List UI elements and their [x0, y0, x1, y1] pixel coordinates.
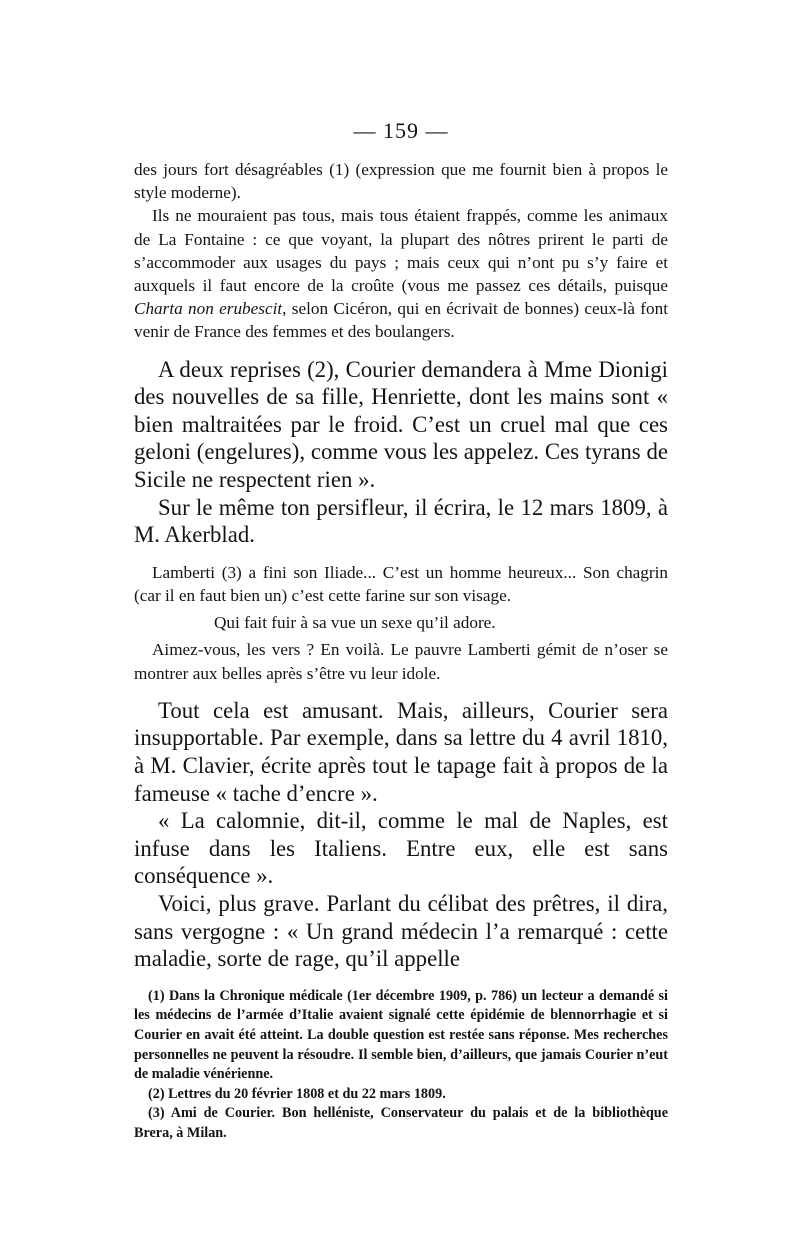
intro-paragraph-2-end: , selon Cicéron, qui en écrivait de bonnes) ceux-là font venir de France des femmes et des boulangers. — [134, 299, 668, 342]
intro-paragraph-2-start: Ils ne mouraient pas tous, mais tous étaient frappés, comme les animaux de La Fontaine : ce que voyant, la plupart des nôtres prirent le parti de s’accommoder aux usages du pays ; mais ceux qui n’ont pu s’y faire et auxquels il faut encore de la croûte (vous me passez ces détails, puisque — [134, 206, 668, 296]
body-paragraph-5: Voici, plus grave. Parlant du célibat des prêtres, il dira, sans vergogne : « Un grand médecin l’a remarqué : cette maladie, sorte de rage, qu’il appelle — [134, 890, 668, 972]
body-paragraph-1: A deux reprises (2), Courier demandera à Mme Dionigi des nouvelles de sa fille, Henriette, dont les mains sont « bien maltraitées par le froid. C’est un cruel mal que ces geloni (engelures), comme vous les appelez. Ces tyrans de Sicile ne respectent rien ». — [134, 356, 668, 492]
quote-paragraph-2: Aimez-vous, les vers ? En voilà. Le pauvre Lamberti gémit de n’oser se montrer aux belles après s’être vu leur idole. — [134, 640, 668, 683]
intro-paragraph-2 — [134, 204, 668, 343]
latin-phrase: Charta non erubescit — [134, 299, 283, 319]
body-paragraph-4: « La calomnie, dit-il, comme le mal de Naples, est infuse dans les Italiens. Entre eux, elle est sans conséquence ». — [134, 808, 668, 889]
body-paragraph-2: Sur le même ton persifleur, il écrira, le 12 mars 1809, à M. Akerblad. — [134, 494, 668, 548]
book-page — [134, 118, 668, 1143]
footnotes — [134, 987, 668, 1144]
quote-paragraph-1: Lamberti (3) a fini son Iliade... C’est un homme heureux... Son chagrin (car il en faut bien un) c’est cette farine sur son visage. — [134, 562, 668, 605]
footnote-3: (3) Ami de Courier. Bon helléniste, Conservateur du palais et de la bibliothèque Brera, à Milan. — [134, 1105, 668, 1141]
intro-paragraph-1: des jours fort désagréables (1) (expression que me fournit bien à propos le style moderne). — [134, 160, 668, 203]
body-paragraph-3: Tout cela est amusant. Mais, ailleurs, Courier sera insupportable. Par exemple, dans sa lettre du 4 avril 1810, à M. Clavier, écrite après tout le tapage fait à propos de la fameuse « tache d’encre ». — [134, 697, 668, 806]
quote-verse: Qui fait fuir à sa vue un sexe qu’il adore. — [214, 613, 496, 633]
footnote-2: (2) Lettres du 20 février 1808 et du 22 mars 1809. — [148, 1085, 446, 1102]
page-number: — 159 — — [353, 118, 449, 143]
footnote-1: (1) Dans la Chronique médicale (1er décembre 1909, p. 786) un lecteur a demandé si les médecins de l’armée d’Italie avaient signalé cette épidémie de blennorrhagie et si Courier en avait été atteint. La double question est restée sans réponse. Mes recherches personnelles ne peuvent la résoudre. Il semble bien, d’ailleurs, que jamais Courier n’eut de maladie vénérienne. — [134, 987, 668, 1083]
